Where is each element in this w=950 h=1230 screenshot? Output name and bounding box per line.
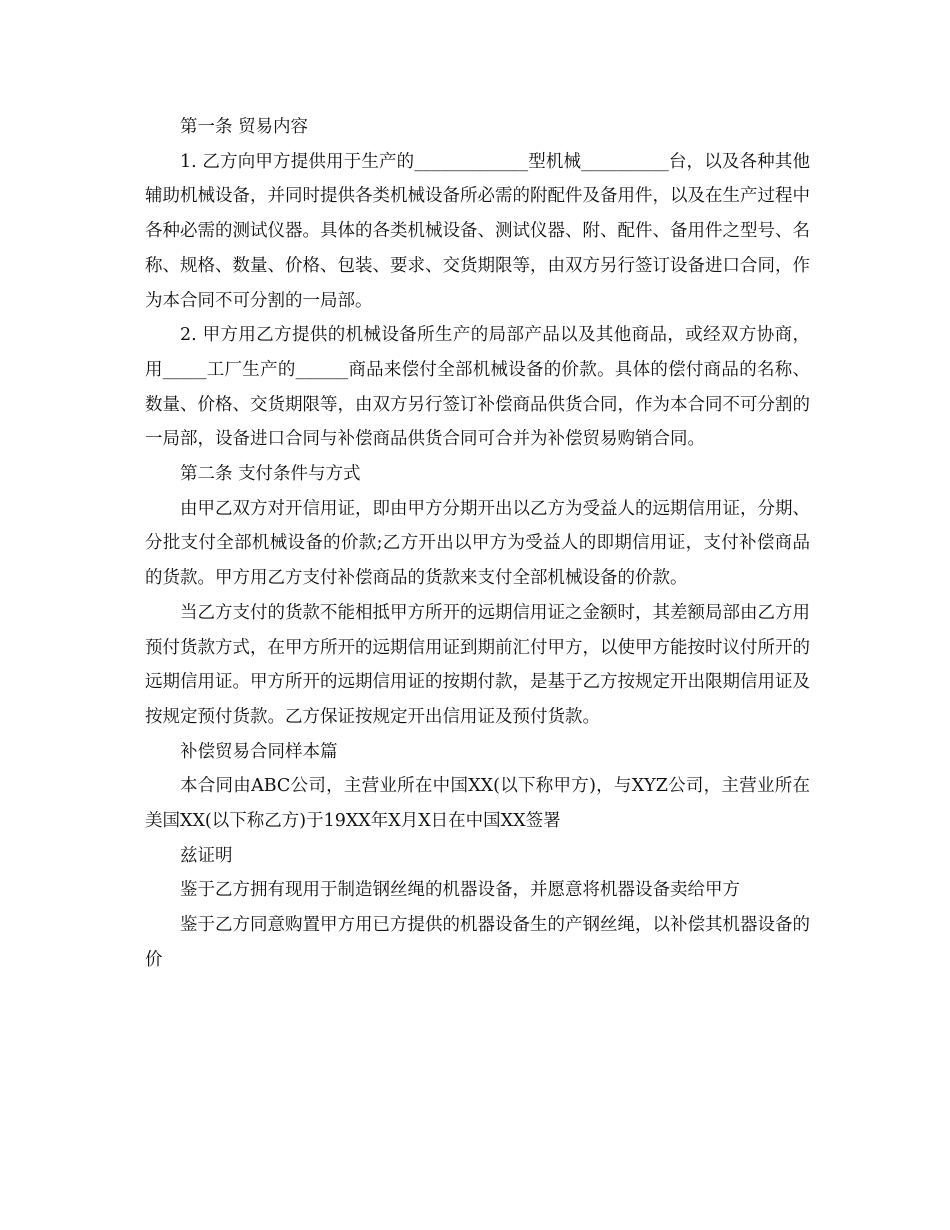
preamble-paragraph: 本合同由ABC公司，主营业所在中国XX(以下称甲方)，与XYZ公司，主营业所在美国XX(以下称乙方)于19XX年X月X日在中国XX签署	[145, 776, 810, 832]
recital-paragraph-1: 鉴于乙方拥有现用于制造钢丝绳的机器设备，并愿意将机器设备卖给甲方	[180, 880, 740, 901]
recital-paragraph-2: 鉴于乙方同意购置甲方用已方提供的机器设备生的产钢丝绳，以补偿其机器设备的价	[145, 915, 810, 970]
article-2-heading: 第二条 支付条件与方式	[180, 464, 361, 485]
clause-1-paragraph-2: 2. 甲方用乙方提供的机械设备所生产的局部产品以及其他商品，或经双方协商，用_____工厂生产的______商品来偿付全部机械设备的价款。具体的偿付商品的名称、数量、价格、交货期限等，由双方另行签订补偿商品供货合同，作为本合同不可分割的一局部，设备进口合同与补偿商品供货合同可合并为补偿贸易购销合同。	[145, 325, 810, 450]
witness-heading: 兹证明	[180, 845, 233, 866]
clause-2-paragraph-2: 当乙方支付的货款不能相抵甲方所开的远期信用证之金额时，其差额局部由乙方用预付货款方式，在甲方所开的远期信用证到期前汇付甲方，以使甲方能按时议付所开的远期信用证。甲方所开的远期信用证的按期付款，是基于乙方按规定开出限期信用证及按规定预付货款。乙方保证按规定开出信用证及预付货款。	[145, 602, 810, 727]
clause-1-paragraph-1: 1. 乙方向甲方提供用于生产的_____________型机械__________台，以及各种其他辅助机械设备，并同时提供各类机械设备所必需的附配件及备用件，以及在生产过程中各种必需的测试仪器。具体的各类机械设备、测试仪器、附、配件、备用件之型号、名称、规格、数量、价格、包装、要求、交货期限等，由双方另行签订设备进口合同，作为本合同不可分割的一局部。	[145, 151, 810, 311]
clause-2-paragraph-1: 由甲乙双方对开信用证，即由甲方分期开出以乙方为受益人的远期信用证，分期、分批支付全部机械设备的价款;乙方开出以甲方为受益人的即期信用证，支付补偿商品的货款。甲方用乙方支付补偿商品的货款来支付全部机械设备的价款。	[145, 498, 810, 589]
article-1-heading: 第一条 贸易内容	[180, 117, 309, 137]
sample-section-title: 补偿贸易合同样本篇	[180, 741, 338, 762]
document-page	[145, 110, 810, 978]
